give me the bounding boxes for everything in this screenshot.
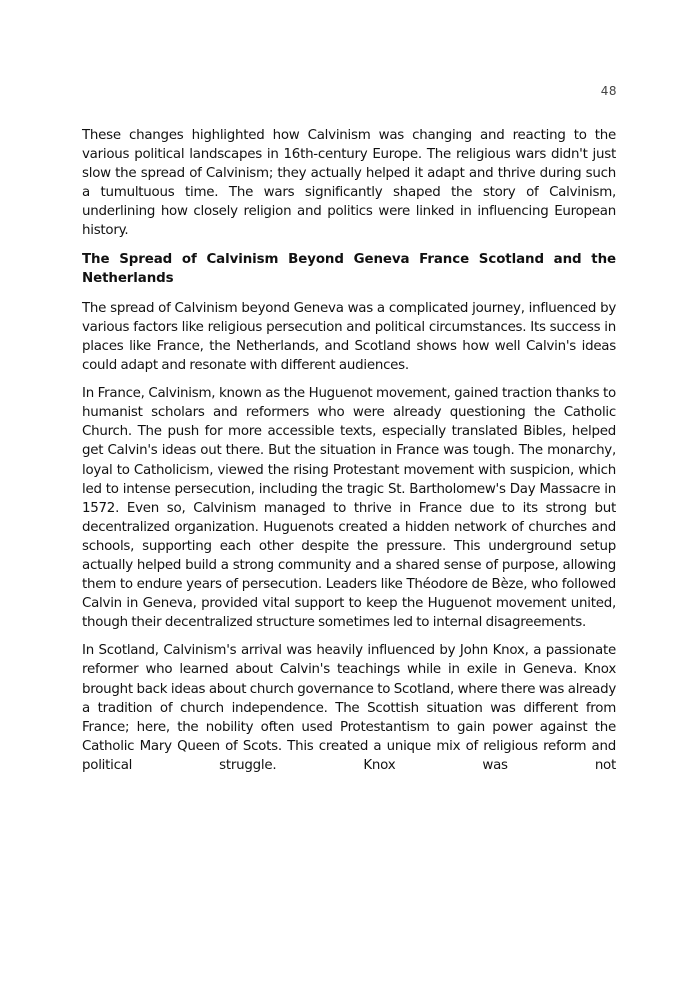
page-number: 48 [600,84,617,98]
paragraph-scotland: In Scotland, Calvinism's arrival was heavily influenced by John Knox, a passionate reformer who learned about Calvin's teachings while in exile in Geneva. Knox brought back ideas about church governance to Scotland, where there was already a tradition of church independence. The Scottish situation was different from France; here, the nobility often used Protestantism to gain power against the Catholic Mary Queen of Scots. This created a unique mix of religious reform and political struggle. Knox was not [82,643,616,773]
paragraph-overview: The spread of Calvinism beyond Geneva was a complicated journey, influenced by various factors like religious persecution and political circumstances. Its success in places like France, the Netherlands, and Scotland shows how well Calvin's ideas could adapt and resonate with different audiences. [82,300,616,374]
paragraph-france: In France, Calvinism, known as the Huguenot movement, gained traction thanks to humanist scholars and reformers who were already questioning the Catholic Church. The push for more accessible texts, especially translated Bibles, helped get Calvin's ideas out there. But the situation in France was tough. The monarchy, loyal to Catholicism, viewed the rising Protestant movement with suspicion, which led to intense persecution, including the tragic St. Bartholomew's Day Massacre in 1572. Even so, Calvinism managed to thrive in France due to its strong but decentralized organization. Huguenots created a hidden network of churches and schools, supporting each other despite the pressure. This underground setup actually helped build a strong community and a shared sense of purpose, allowing them to endure years of persecution. Leaders like Théodore de Bèze, who followed Calvin in Geneva, provided vital support to keep the Huguenot movement united, though their decentralized structure sometimes led to internal disagreements. [82,386,616,631]
page-body [82,126,616,784]
section-heading: The Spread of Calvinism Beyond Geneva France Scotland and the Netherlands [82,251,616,286]
paragraph-intro: These changes highlighted how Calvinism was changing and reacting to the various political landscapes in 16th-century Europe. The religious wars didn't just slow the spread of Calvinism; they actually helped it adapt and thrive during such a tumultuous time. The wars significantly shaped the story of Calvinism, underlining how closely religion and politics were linked in influencing European history. [82,128,616,239]
